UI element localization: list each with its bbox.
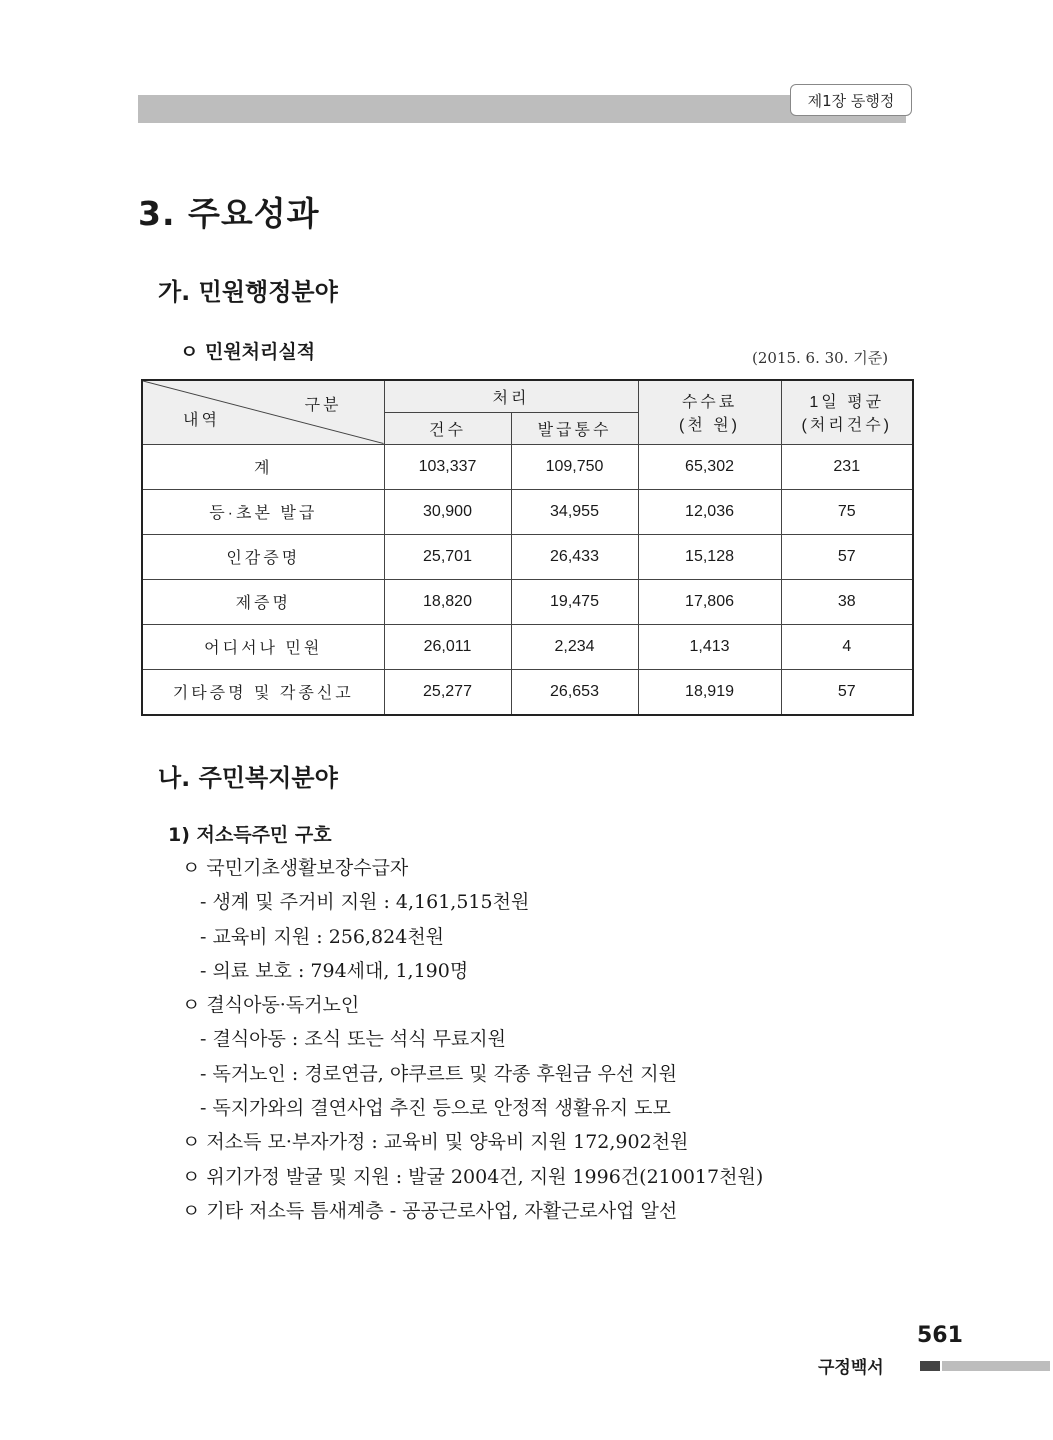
complaint-results-table	[141, 379, 914, 716]
header-avg-line1: 1일 평균	[809, 394, 885, 412]
row-count: 30,900	[384, 489, 511, 534]
chapter-tag: 제1장 동행정	[790, 84, 912, 116]
row-fee: 1,413	[638, 624, 781, 669]
row-avg: 38	[781, 579, 913, 624]
table-row	[142, 534, 913, 579]
row-avg: 57	[781, 534, 913, 579]
low-income-heading: 1) 저소득주민 구호	[168, 824, 332, 846]
row-count: 103,337	[384, 444, 511, 489]
row-label: 계	[142, 444, 384, 489]
header-count: 건수	[384, 412, 511, 444]
table-row	[142, 624, 913, 669]
header-category: 구분	[304, 397, 342, 414]
section-a-title: 가. 민원행정분야	[158, 278, 338, 306]
list-item: ㅇ 결식아동·독거노인	[182, 994, 360, 1016]
list-item: ㅇ 국민기초생활보장수급자	[182, 857, 409, 879]
table-header-row	[142, 380, 913, 412]
table-row	[142, 669, 913, 715]
row-label: 인감증명	[142, 534, 384, 579]
row-fee: 18,919	[638, 669, 781, 715]
row-fee: 17,806	[638, 579, 781, 624]
row-issued: 26,433	[511, 534, 638, 579]
row-count: 18,820	[384, 579, 511, 624]
list-item: - 의료 보호 : 794세대, 1,190명	[200, 960, 469, 982]
row-avg: 4	[781, 624, 913, 669]
list-item: ㅇ 저소득 모·부자가정 : 교육비 및 양육비 지원 172,902천원	[182, 1131, 689, 1153]
header-fee-line2: (천 원)	[679, 417, 741, 435]
row-label: 제증명	[142, 579, 384, 624]
list-item: ㅇ 위기가정 발굴 및 지원 : 발굴 2004건, 지원 1996건(210017천원)	[182, 1166, 764, 1188]
row-avg: 57	[781, 669, 913, 715]
row-fee: 12,036	[638, 489, 781, 534]
row-count: 26,011	[384, 624, 511, 669]
header-process: 처리	[384, 380, 638, 412]
header-fee	[638, 380, 781, 444]
header-fee-line1: 수수료	[681, 394, 738, 412]
table-row	[142, 579, 913, 624]
footer-bar-light	[942, 1361, 1050, 1371]
row-avg: 75	[781, 489, 913, 534]
section-b-title: 나. 주민복지분야	[158, 764, 338, 792]
header-issued: 발급통수	[511, 412, 638, 444]
row-issued: 2,234	[511, 624, 638, 669]
list-item: - 결식아동 : 조식 또는 석식 무료지원	[200, 1028, 507, 1050]
row-issued: 26,653	[511, 669, 638, 715]
list-item: - 교육비 지원 : 256,824천원	[200, 926, 445, 948]
row-count: 25,277	[384, 669, 511, 715]
header-detail: 내역	[183, 411, 220, 429]
row-issued: 19,475	[511, 579, 638, 624]
list-item: - 독거노인 : 경로연금, 야쿠르트 및 각종 후원금 우선 지원	[200, 1063, 678, 1085]
row-avg: 231	[781, 444, 913, 489]
row-label: 등·초본 발급	[142, 489, 384, 534]
row-fee: 15,128	[638, 534, 781, 579]
header-avg-line2: (처리건수)	[801, 417, 892, 435]
row-issued: 109,750	[511, 444, 638, 489]
row-fee: 65,302	[638, 444, 781, 489]
list-item: - 생계 및 주거비 지원 : 4,161,515천원	[200, 891, 530, 913]
table-row	[142, 444, 913, 489]
book-name: 구정백서	[818, 1358, 884, 1378]
list-item: ㅇ 기타 저소득 틈새계층 - 공공근로사업, 자활근로사업 알선	[182, 1200, 678, 1222]
row-label: 어디서나 민원	[142, 624, 384, 669]
list-item: - 독지가와의 결연사업 추진 등으로 안정적 생활유지 도모	[200, 1097, 671, 1119]
page-number: 561	[917, 1323, 963, 1348]
row-count: 25,701	[384, 534, 511, 579]
as-of-date: (2015. 6. 30. 기준)	[752, 349, 889, 367]
diagonal-header-cell	[142, 380, 384, 444]
footer-bar-dark	[920, 1361, 940, 1371]
row-issued: 34,955	[511, 489, 638, 534]
main-title: 3. 주요성과	[138, 194, 320, 233]
header-daily-avg	[781, 380, 913, 444]
diagonal-line	[143, 381, 384, 444]
complaint-results-heading: ㅇ 민원처리실적	[180, 341, 316, 363]
table-row	[142, 489, 913, 534]
row-label: 기타증명 및 각종신고	[142, 669, 384, 715]
